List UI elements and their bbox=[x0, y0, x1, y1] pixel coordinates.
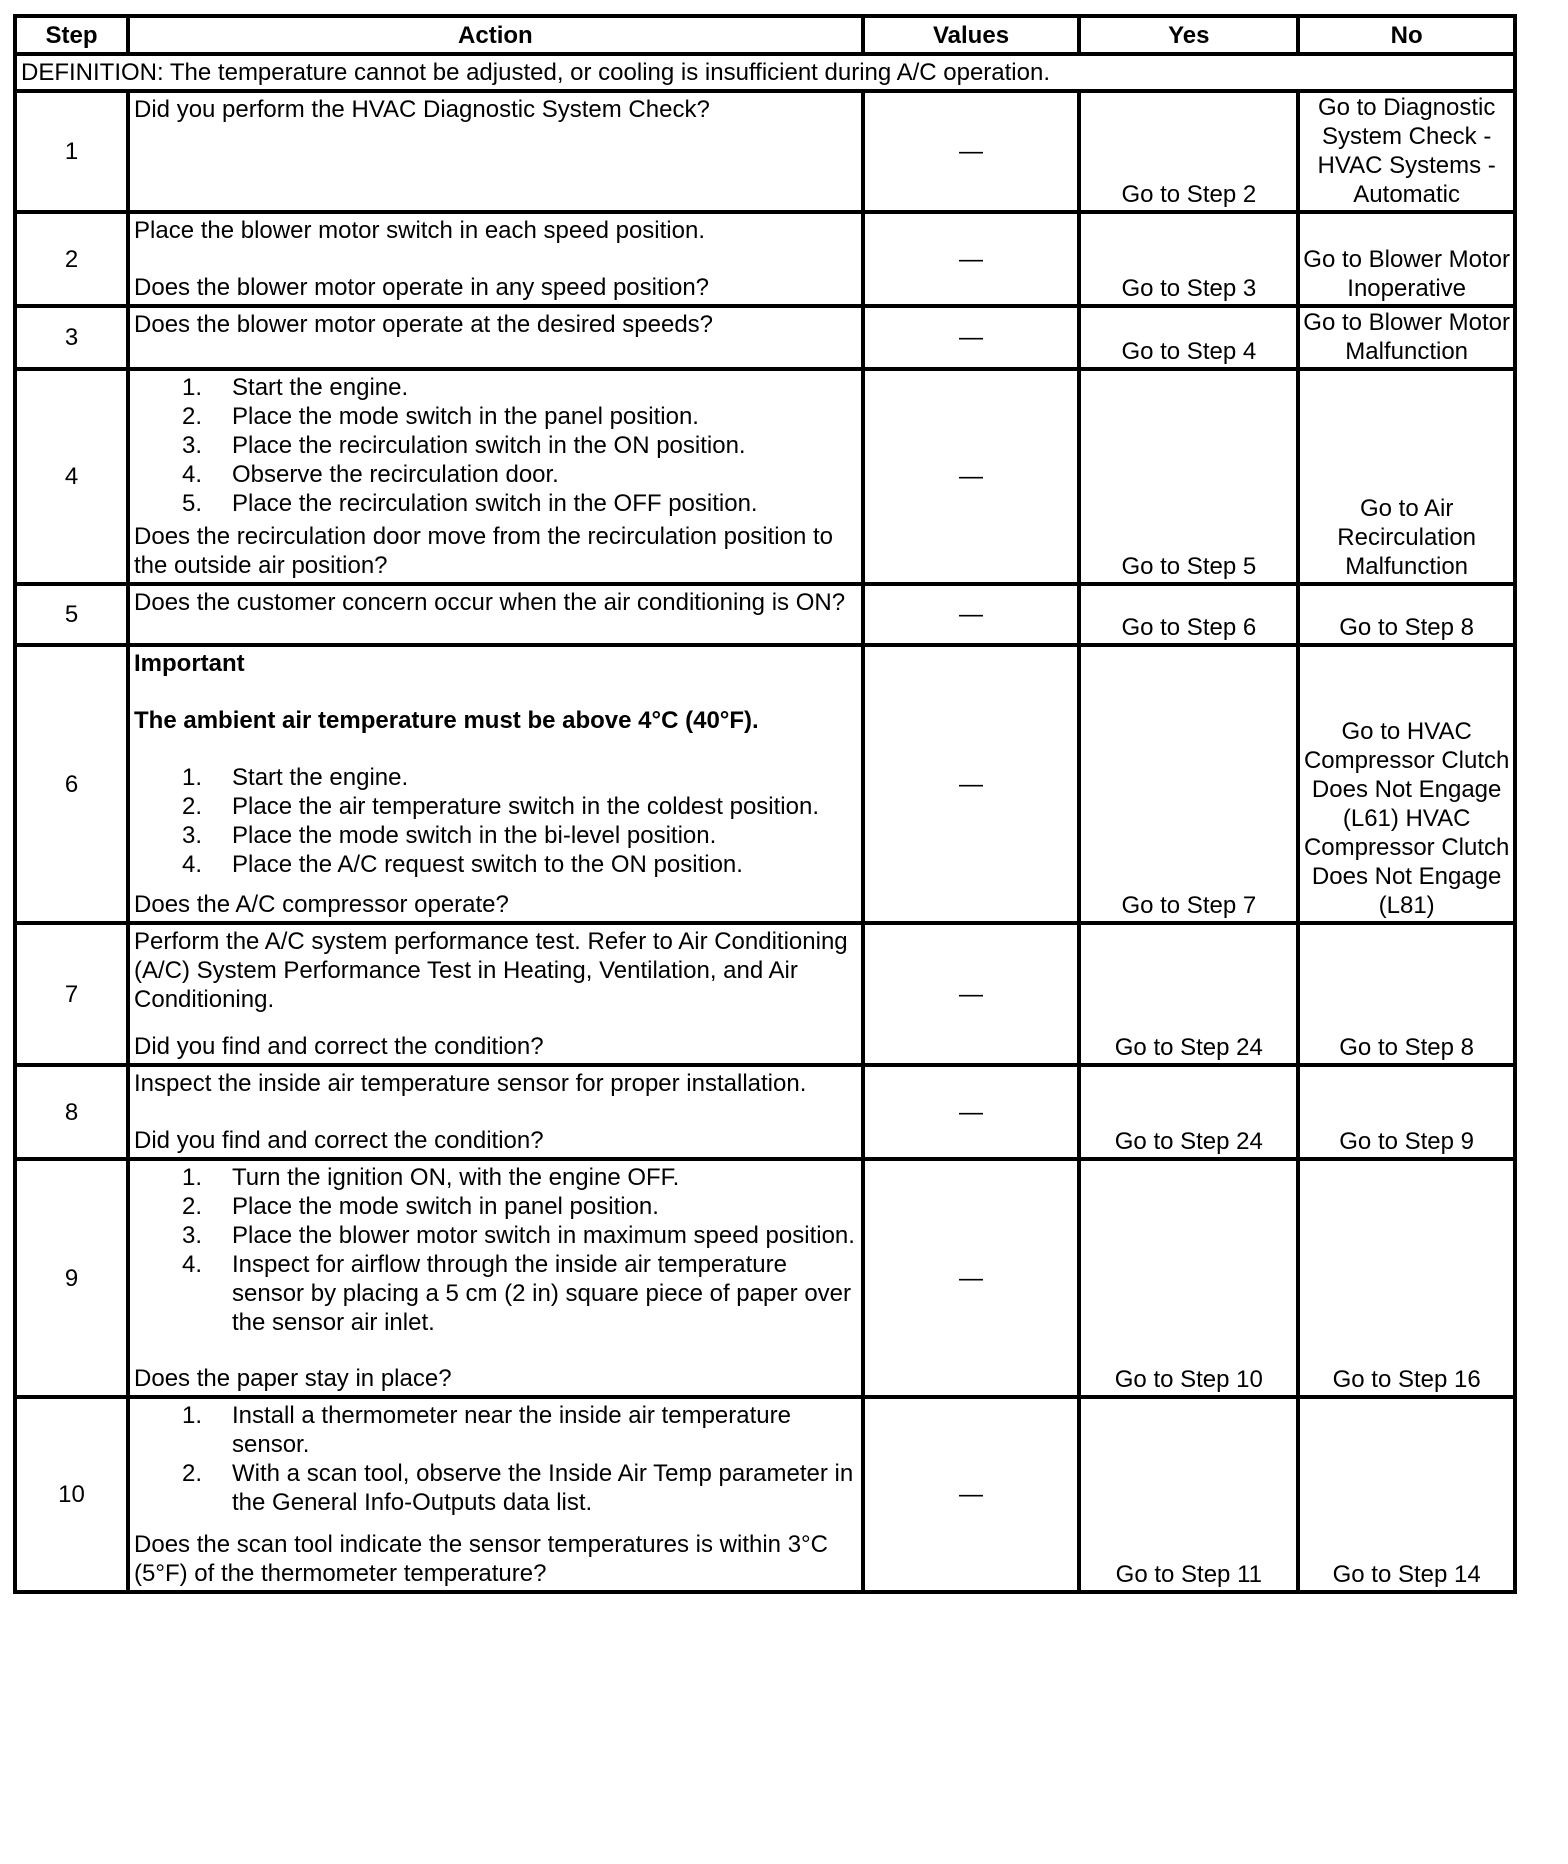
list-item bbox=[182, 489, 857, 518]
list-number: 3. bbox=[182, 432, 203, 459]
list-text: Place the A/C request switch to the ON position. bbox=[232, 851, 743, 878]
values-cell: — bbox=[863, 306, 1080, 369]
action-text: Does the customer concern occur when the air conditioning is ON? bbox=[134, 589, 846, 616]
list-item bbox=[182, 763, 857, 792]
yes-cell: Go to Step 6 bbox=[1079, 584, 1298, 645]
diagnostic-table bbox=[13, 14, 1517, 1594]
list-text: Place the mode switch in the panel position. bbox=[232, 403, 699, 430]
action-instructions bbox=[134, 588, 857, 617]
step-number: 7 bbox=[15, 923, 128, 1065]
values-cell: — bbox=[863, 645, 1080, 923]
action-cell bbox=[128, 923, 863, 1065]
list-number: 1. bbox=[182, 764, 203, 791]
action-cell bbox=[128, 212, 863, 306]
action-text: Perform the A/C system performance test. Refer to Air Conditioning (A/C) System Performance Test in Heating, Ventilation, and Air Conditioning. bbox=[134, 928, 848, 1013]
values-cell: — bbox=[863, 1397, 1080, 1592]
list-text: Turn the ignition ON, with the engine OFF. bbox=[232, 1164, 680, 1191]
list-text: Place the recirculation switch in the ON position. bbox=[232, 432, 746, 459]
no-cell: Go to Blower Motor Malfunction bbox=[1298, 306, 1515, 369]
action-text: Inspect the inside air temperature sensor for proper installation. bbox=[134, 1070, 807, 1097]
list-number: 1. bbox=[182, 374, 203, 401]
list-number: 2. bbox=[182, 403, 203, 430]
list-text: Place the mode switch in the bi-level position. bbox=[232, 822, 717, 849]
list-text: Inspect for airflow through the inside air temperature sensor by placing a 5 cm (2 in) square piece of paper over the sensor air inlet. bbox=[232, 1251, 852, 1336]
table-row bbox=[15, 1397, 1515, 1592]
list-text: Place the mode switch in panel position. bbox=[232, 1193, 659, 1220]
table-row bbox=[15, 1065, 1515, 1159]
spacer bbox=[134, 678, 857, 706]
action-instructions bbox=[134, 649, 857, 879]
action-cell bbox=[128, 1065, 863, 1159]
table-row bbox=[15, 212, 1515, 306]
action-cell bbox=[128, 306, 863, 369]
list-number: 3. bbox=[182, 822, 203, 849]
table-row bbox=[15, 923, 1515, 1065]
action-cell bbox=[128, 91, 863, 212]
action-list bbox=[134, 1163, 857, 1337]
list-number: 2. bbox=[182, 1460, 203, 1487]
step-number: 10 bbox=[15, 1397, 128, 1592]
yes-cell: Go to Step 5 bbox=[1079, 369, 1298, 584]
list-number: 2. bbox=[182, 793, 203, 820]
definition-row bbox=[15, 54, 1515, 91]
action-instructions bbox=[134, 1401, 857, 1517]
action-question: Did you find and correct the condition? bbox=[134, 1127, 544, 1154]
action-text: Does the blower motor operate at the desired speeds? bbox=[134, 311, 714, 338]
action-list bbox=[134, 1401, 857, 1517]
action-content bbox=[134, 310, 857, 365]
yes-cell: Go to Step 24 bbox=[1079, 923, 1298, 1065]
yes-cell: Go to Step 2 bbox=[1079, 91, 1298, 212]
list-number: 3. bbox=[182, 1222, 203, 1249]
list-item bbox=[182, 1221, 857, 1250]
step-number: 8 bbox=[15, 1065, 128, 1159]
list-item bbox=[182, 850, 857, 879]
table-row bbox=[15, 1159, 1515, 1397]
list-text: Place the recirculation switch in the OFF position. bbox=[232, 490, 758, 517]
values-cell: — bbox=[863, 91, 1080, 212]
values-cell: — bbox=[863, 1159, 1080, 1397]
no-cell: Go to Diagnostic System Check - HVAC Systems - Automatic bbox=[1298, 91, 1515, 212]
action-list bbox=[134, 373, 857, 518]
action-content bbox=[134, 649, 857, 919]
list-text: With a scan tool, observe the Inside Air Temp parameter in the General Info-Outputs data list. bbox=[232, 1460, 854, 1516]
action-question: Does the A/C compressor operate? bbox=[134, 891, 509, 918]
header-no: No bbox=[1298, 16, 1515, 54]
no-cell: Go to Blower Motor Inoperative bbox=[1298, 212, 1515, 306]
list-number: 4. bbox=[182, 851, 203, 878]
important-text: The ambient air temperature must be above 4°C (40°F). bbox=[134, 707, 759, 734]
definition-text: DEFINITION: The temperature cannot be adjusted, or cooling is insufficient during A/C operation. bbox=[15, 54, 1515, 91]
action-text: Place the blower motor switch in each speed position. bbox=[134, 217, 705, 244]
yes-cell: Go to Step 3 bbox=[1079, 212, 1298, 306]
action-instructions bbox=[134, 927, 857, 1014]
list-text: Place the blower motor switch in maximum speed position. bbox=[232, 1222, 855, 1249]
no-cell: Go to Air Recirculation Malfunction bbox=[1298, 369, 1515, 584]
no-cell: Go to Step 8 bbox=[1298, 923, 1515, 1065]
action-question: Does the blower motor operate in any speed position? bbox=[134, 274, 710, 301]
action-content bbox=[134, 588, 857, 641]
table-row bbox=[15, 369, 1515, 584]
step-number: 4 bbox=[15, 369, 128, 584]
action-question: Does the scan tool indicate the sensor temperatures is within 3°C (5°F) of the thermometer temperature? bbox=[134, 1531, 828, 1587]
list-item bbox=[182, 1459, 857, 1517]
header-yes: Yes bbox=[1079, 16, 1298, 54]
action-content bbox=[134, 373, 857, 580]
list-text: Place the air temperature switch in the coldest position. bbox=[232, 793, 819, 820]
important-label: Important bbox=[134, 650, 245, 677]
list-item bbox=[182, 460, 857, 489]
list-number: 1. bbox=[182, 1164, 203, 1191]
no-cell: Go to Step 8 bbox=[1298, 584, 1515, 645]
list-text: Start the engine. bbox=[232, 764, 409, 791]
list-number: 1. bbox=[182, 1402, 203, 1429]
list-item bbox=[182, 1250, 857, 1337]
action-instructions bbox=[134, 216, 857, 245]
values-cell: — bbox=[863, 212, 1080, 306]
list-number: 4. bbox=[182, 461, 203, 488]
values-cell: — bbox=[863, 923, 1080, 1065]
list-text: Start the engine. bbox=[232, 374, 409, 401]
action-cell bbox=[128, 1397, 863, 1592]
action-cell bbox=[128, 584, 863, 645]
no-cell: Go to Step 14 bbox=[1298, 1397, 1515, 1592]
list-item bbox=[182, 1401, 857, 1459]
action-content bbox=[134, 1069, 857, 1155]
yes-cell: Go to Step 7 bbox=[1079, 645, 1298, 923]
table-row bbox=[15, 645, 1515, 923]
step-number: 1 bbox=[15, 91, 128, 212]
action-content bbox=[134, 216, 857, 302]
list-item bbox=[182, 431, 857, 460]
yes-cell: Go to Step 24 bbox=[1079, 1065, 1298, 1159]
no-cell: Go to HVAC Compressor Clutch Does Not Engage (L61) HVAC Compressor Clutch Does Not Engage (L81) bbox=[1298, 645, 1515, 923]
list-number: 5. bbox=[182, 490, 203, 517]
action-instructions bbox=[134, 310, 857, 339]
spacer bbox=[134, 735, 857, 763]
action-question: Did you find and correct the condition? bbox=[134, 1033, 544, 1060]
action-instructions bbox=[134, 373, 857, 518]
action-question: Does the recirculation door move from the recirculation position to the outside air position? bbox=[134, 523, 834, 579]
header-values: Values bbox=[863, 16, 1080, 54]
action-content bbox=[134, 1401, 857, 1588]
action-question: Does the paper stay in place? bbox=[134, 1365, 452, 1392]
step-number: 5 bbox=[15, 584, 128, 645]
yes-cell: Go to Step 11 bbox=[1079, 1397, 1298, 1592]
values-cell: — bbox=[863, 584, 1080, 645]
table-row bbox=[15, 306, 1515, 369]
table-row bbox=[15, 584, 1515, 645]
list-text: Observe the recirculation door. bbox=[232, 461, 559, 488]
list-text: Install a thermometer near the inside air temperature sensor. bbox=[232, 1402, 791, 1458]
list-number: 2. bbox=[182, 1193, 203, 1220]
action-cell bbox=[128, 369, 863, 584]
header-action: Action bbox=[128, 16, 863, 54]
list-number: 4. bbox=[182, 1251, 203, 1278]
values-cell: — bbox=[863, 1065, 1080, 1159]
yes-cell: Go to Step 4 bbox=[1079, 306, 1298, 369]
action-content bbox=[134, 95, 857, 208]
list-item bbox=[182, 792, 857, 821]
list-item bbox=[182, 373, 857, 402]
step-number: 3 bbox=[15, 306, 128, 369]
action-instructions bbox=[134, 95, 857, 124]
step-number: 2 bbox=[15, 212, 128, 306]
step-number: 9 bbox=[15, 1159, 128, 1397]
values-cell: — bbox=[863, 369, 1080, 584]
list-item bbox=[182, 402, 857, 431]
action-cell bbox=[128, 1159, 863, 1397]
action-instructions bbox=[134, 1163, 857, 1337]
list-item bbox=[182, 821, 857, 850]
no-cell: Go to Step 9 bbox=[1298, 1065, 1515, 1159]
action-cell bbox=[128, 645, 863, 923]
action-list bbox=[134, 763, 857, 879]
action-content bbox=[134, 1163, 857, 1393]
action-content bbox=[134, 927, 857, 1061]
action-text: Did you perform the HVAC Diagnostic System Check? bbox=[134, 96, 710, 123]
action-instructions bbox=[134, 1069, 857, 1098]
header-step: Step bbox=[15, 16, 128, 54]
list-item bbox=[182, 1192, 857, 1221]
step-number: 6 bbox=[15, 645, 128, 923]
yes-cell: Go to Step 10 bbox=[1079, 1159, 1298, 1397]
no-cell: Go to Step 16 bbox=[1298, 1159, 1515, 1397]
table-row bbox=[15, 91, 1515, 212]
header-row bbox=[15, 16, 1515, 54]
list-item bbox=[182, 1163, 857, 1192]
